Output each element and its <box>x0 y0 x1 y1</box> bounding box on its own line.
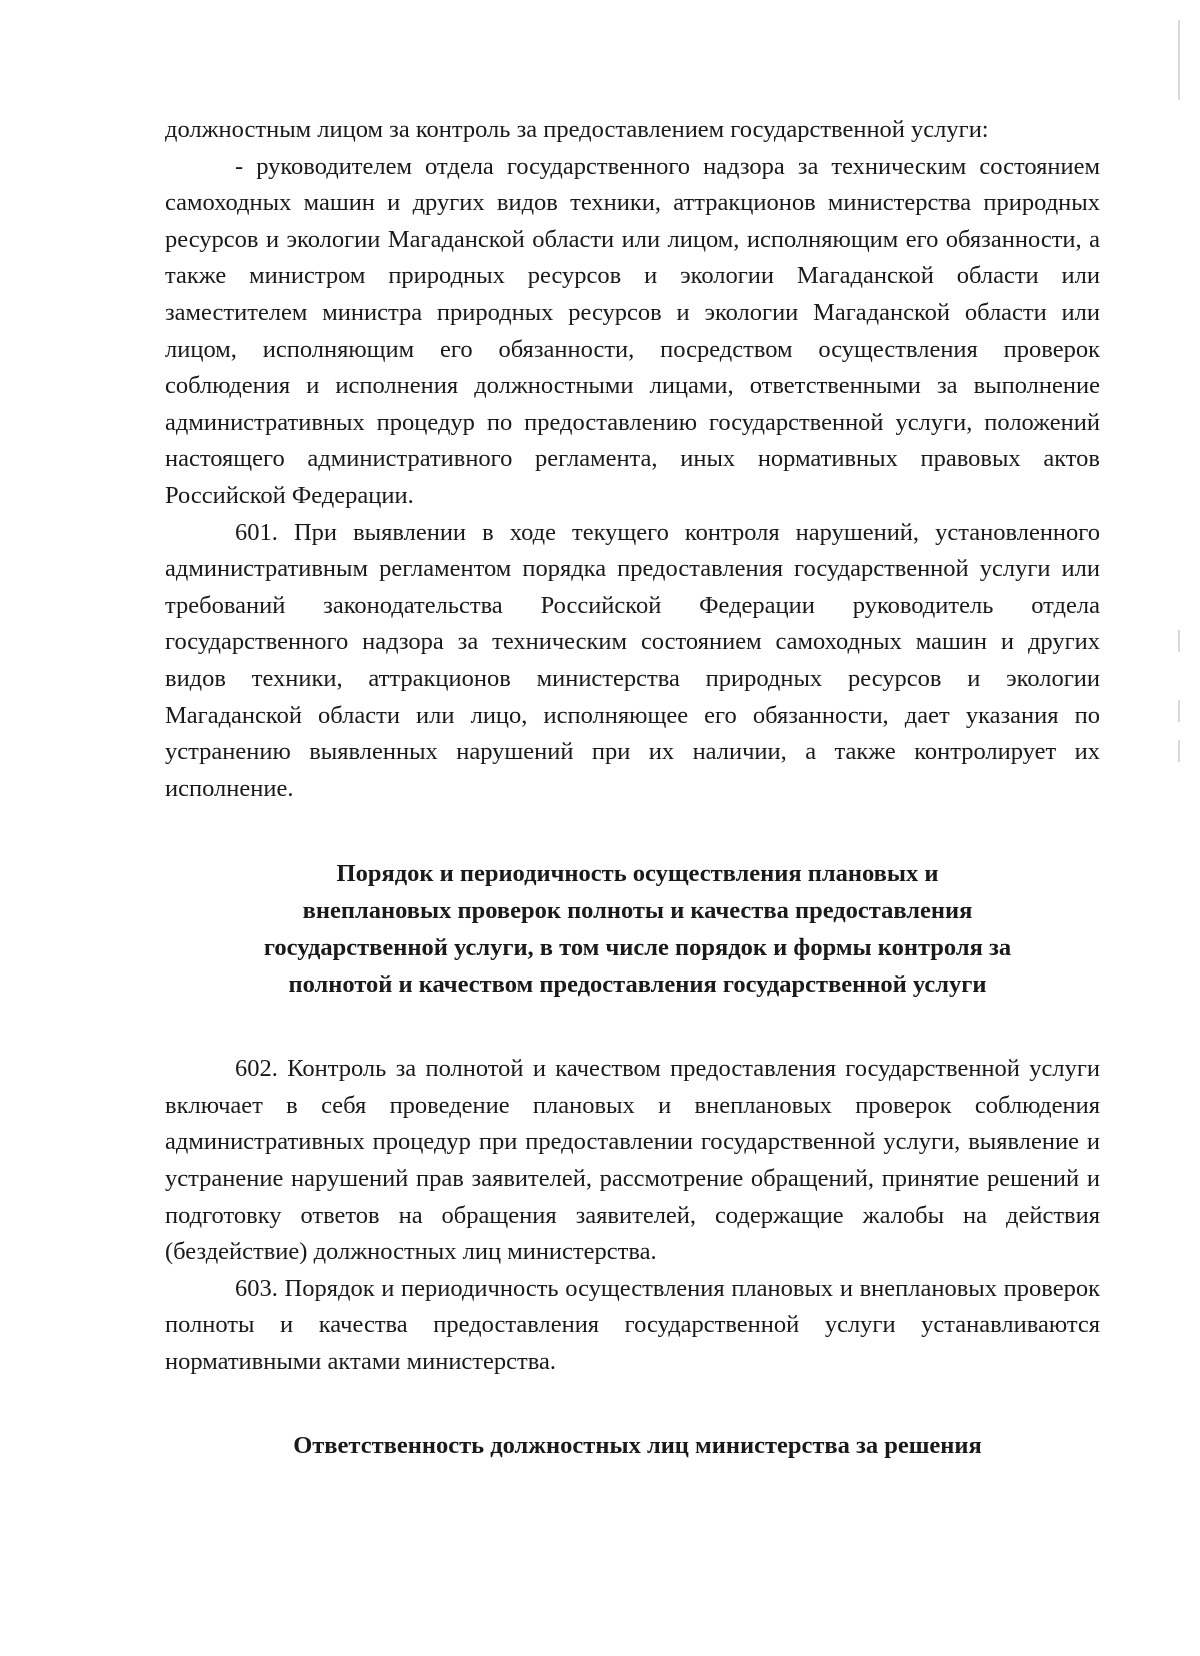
paragraph-602: 602. Контроль за полнотой и качеством предоставления государственной услуги включает в себя проведение плановых и внеплановых проверок соблюдения административных процедур при предоставлении государственной услуги, выявление и устранение нарушений прав заявителей, рассмотрение обращений, принятие решений и подготовку ответов на обращения заявителей, содержащие жалобы на действия (бездействие) должностных лиц министерства. <box>165 1055 1100 1266</box>
paragraph-601: 601. При выявлении в ходе текущего контроля нарушений, установленного административным регламентом порядка предоставления государственной услуги или требований законодательства Российской Федерации руководитель отдела государственного надзора за техническим состоянием самоходных машин и других видов техники, аттракционов министерства природных ресурсов и экологии Магаданской области или лицо, исполняющее его обязанности, дает указания по устранению выявленных нарушений при их наличии, а также контролирует их исполнение. <box>165 518 1100 802</box>
scan-edge-mark <box>1178 630 1180 652</box>
scan-edge-mark <box>1178 740 1180 762</box>
paragraph-intro: должностным лицом за контроль за предоставлением государственной услуги: <box>165 116 989 143</box>
heading-line: полнотой и качеством предоставления государственной услуги <box>288 971 987 999</box>
heading-line: внеплановых проверок полноты и качества предоставления <box>302 897 973 925</box>
section-heading-inspections <box>165 855 1100 1003</box>
heading-line: Порядок и периодичность осуществления плановых и <box>336 860 939 888</box>
scan-edge-mark <box>1178 700 1180 722</box>
paragraph-responsible-officials: - руководителем отдела государственного надзора за техническим состоянием самоходных машин и других видов техники, аттракционов министерства природных ресурсов и экологии Магаданской области или лицом, исполняющим его обязанности, а также министром природных ресурсов и экологии Магаданской области или заместителем министра природных ресурсов и экологии Магаданской области или лицом, исполняющим его обязанности, посредством осуществления проверок соблюдения и исполнения должностными лицами, ответственными за выполнение административных процедур по предоставлению государственной услуги, положений настоящего административного регламента, иных нормативных правовых актов Российской Федерации. <box>165 152 1100 509</box>
paragraph-603: 603. Порядок и периодичность осуществления плановых и внеплановых проверок полноты и качества предоставления государственной услуги устанавливаются нормативными актами министерства. <box>165 1274 1100 1376</box>
scan-edge-mark <box>1178 20 1180 100</box>
heading-line: государственной услуги, в том числе порядок и формы контроля за <box>263 934 1012 962</box>
section-heading-responsibility: Ответственность должностных лиц министерства за решения <box>293 1431 982 1459</box>
